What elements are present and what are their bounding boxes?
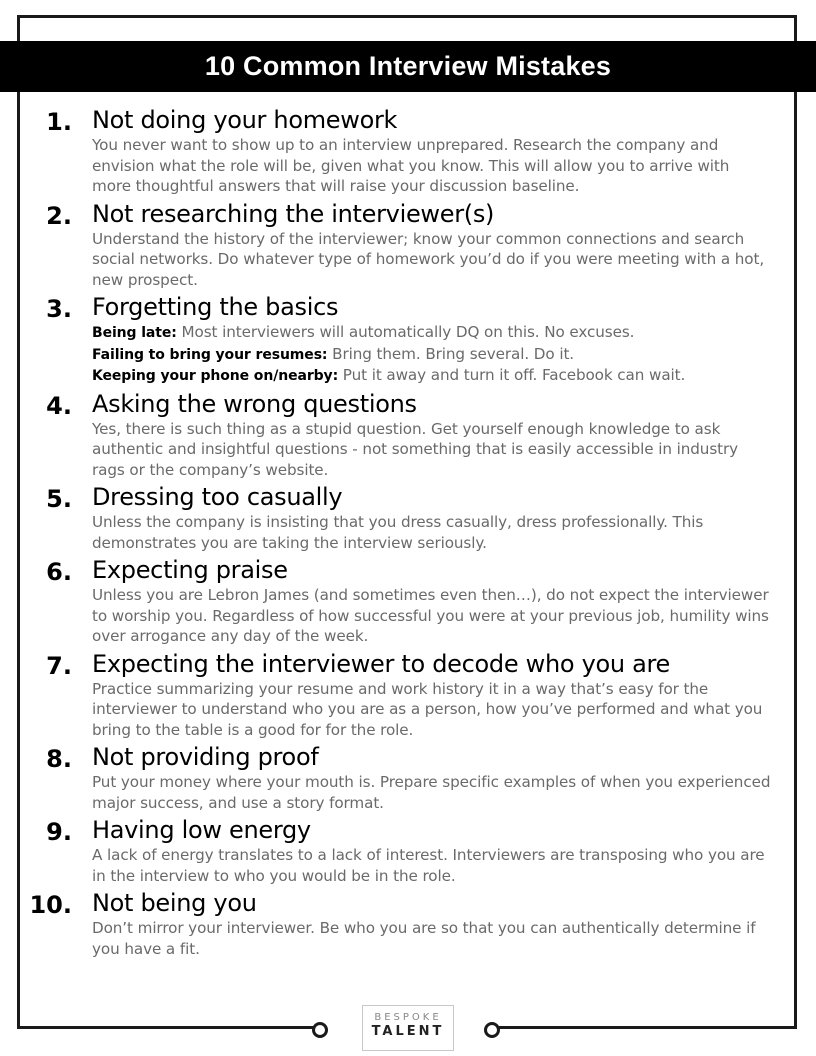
item-number: 8. [46, 745, 72, 773]
item-heading: Having low energy [92, 816, 311, 844]
item-heading: Not researching the interviewer(s) [92, 199, 495, 228]
basics-line-late [92, 322, 772, 344]
basics-line-phone [92, 365, 772, 387]
list-item [0, 555, 816, 647]
item-heading: Not doing your homework [92, 106, 398, 134]
basics-label: Failing to bring your resumes: [92, 346, 328, 363]
basics-line-resumes [92, 344, 772, 366]
item-heading: Asking the wrong questions [92, 389, 417, 418]
item-body: Put your money where your mouth is. Prepare specific examples of when you experienced major success, and use a story format. [92, 773, 771, 812]
item-body: Unless you are Lebron James (and sometimes even then…), do not expect the interviewer to worship you. Regardless of how successful you were at your previous job, humility wins over arrogance any day of the week. [92, 586, 769, 645]
item-number: 10. [29, 891, 72, 919]
item-heading: Dressing too casually [92, 483, 343, 511]
basics-text: Put it away and turn it off. Facebook can wait. [338, 366, 686, 384]
title-banner [0, 41, 816, 92]
item-body: Understand the history of the interviewer; know your common connections and search social networks. Do whatever type of homework you’d do if you were meeting with a hot, new prospect. [92, 229, 765, 289]
logo-line-2: TALENT [371, 1024, 445, 1039]
item-heading: Forgetting the basics [92, 293, 339, 321]
item-number: 1. [46, 108, 72, 136]
list-item [0, 292, 816, 387]
list-item [0, 482, 816, 553]
mistakes-list [0, 105, 816, 961]
list-item [0, 649, 816, 741]
item-heading: Not providing proof [92, 743, 319, 771]
list-item [0, 815, 816, 886]
item-body: Don’t mirror your interviewer. Be who you are so that you can authentically determine if you have a fit. [92, 919, 756, 958]
list-item [0, 105, 816, 197]
item-body: Practice summarizing your resume and work history it in a way that’s easy for the interviewer to understand who you are as a person, how you’ve performed and what you bring to the table is a good for for the role. [92, 679, 763, 739]
list-item [0, 389, 816, 481]
item-body: You never want to show up to an interview unprepared. Research the company and envision what the role will be, given what you know. This will allow you to arrive with more thoughtful answers that will raise your discussion baseline. [92, 136, 730, 195]
item-number: 4. [46, 391, 72, 420]
item-number: 9. [46, 818, 72, 846]
item-heading: Not being you [92, 889, 257, 917]
item-heading: Expecting praise [92, 556, 288, 584]
basics-label: Keeping your phone on/nearby: [92, 368, 339, 384]
item-number: 6. [46, 558, 72, 586]
item-heading: Expecting the interviewer to decode who you are [92, 649, 671, 678]
right-ring-icon [484, 1022, 500, 1038]
logo-line-1: BESPOKE [374, 1012, 442, 1023]
bespoke-talent-logo [362, 1005, 454, 1051]
left-ring-icon [312, 1022, 328, 1038]
item-body: Unless the company is insisting that you dress casually, dress professionally. This demonstrates you are taking the interview seriously. [92, 513, 704, 552]
basics-text: Bring them. Bring several. Do it. [327, 344, 575, 363]
page-title: 10 Common Interview Mistakes [204, 51, 612, 81]
item-body: Yes, there is such thing as a stupid question. Get yourself enough knowledge to ask authentic and insightful questions - not something that is easily accessible in industry rags or the company’s website. [92, 419, 739, 479]
list-item [0, 888, 816, 959]
item-number: 5. [46, 485, 72, 513]
item-number: 2. [46, 201, 72, 230]
list-item [0, 742, 816, 813]
list-item [0, 199, 816, 291]
item-body: A lack of energy translates to a lack of interest. Interviewers are transposing who you are in the interview to who you would be in the role. [92, 846, 765, 885]
basics-label: Being late: [92, 325, 177, 341]
basics-text: Most interviewers will automatically DQ on this. No excuses. [176, 323, 635, 341]
item-number: 7. [46, 651, 72, 680]
item-number: 3. [46, 295, 72, 323]
